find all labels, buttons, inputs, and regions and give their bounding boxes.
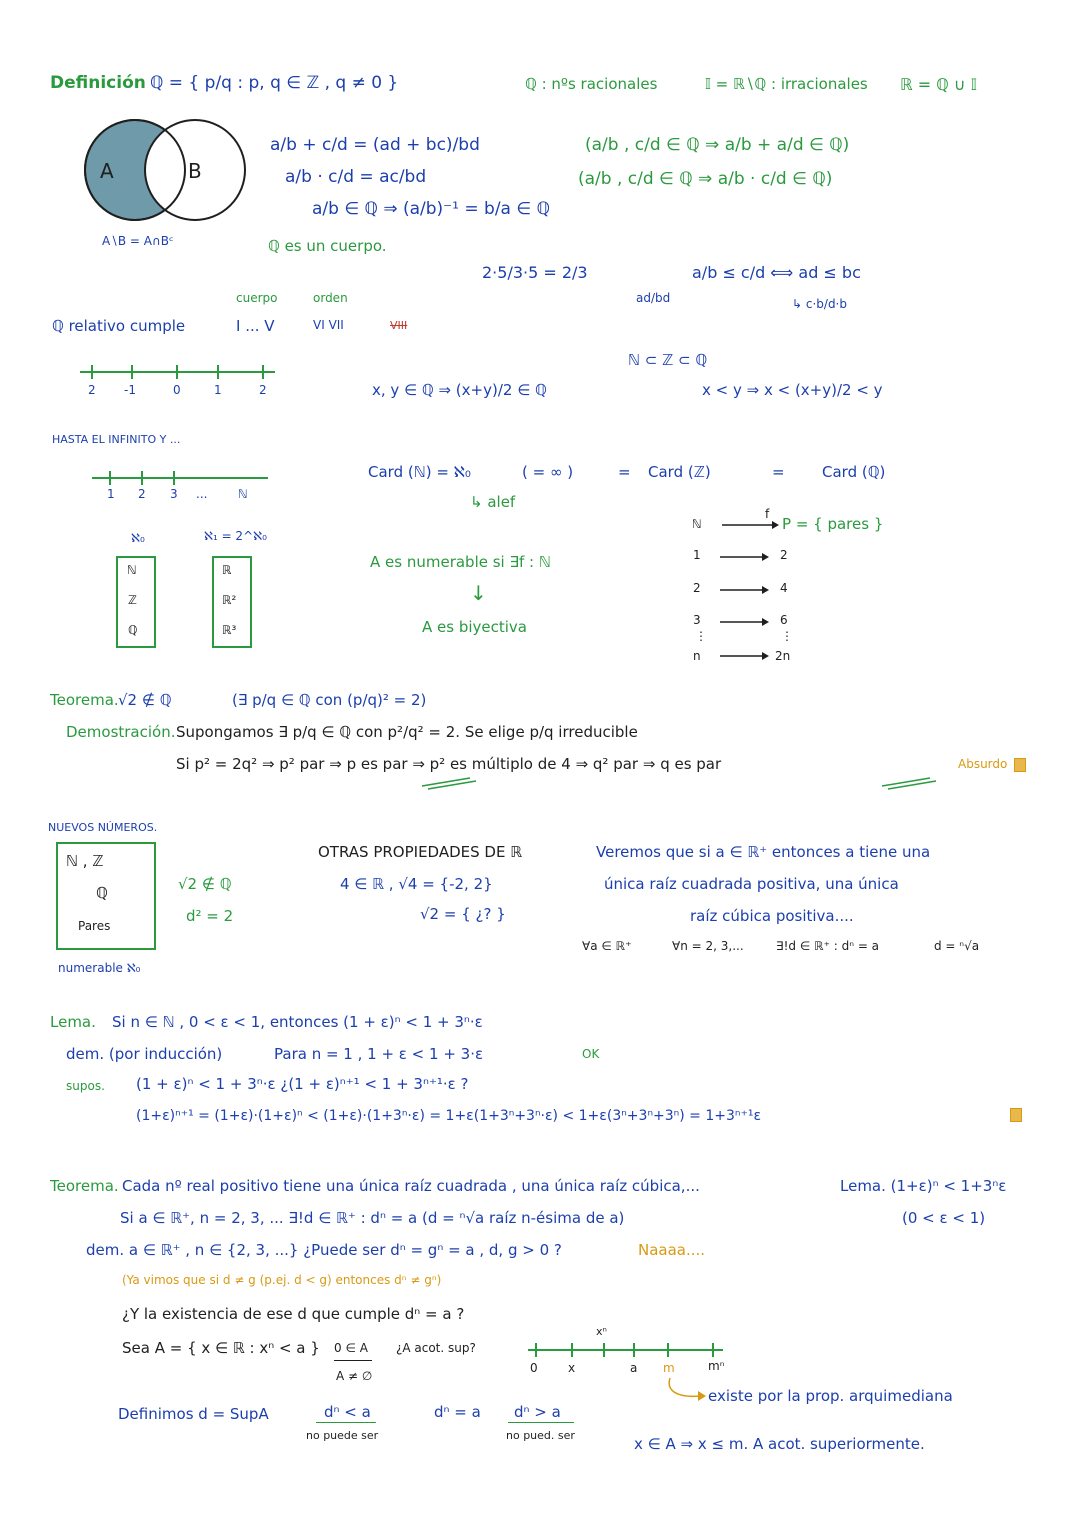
- lemma-ref: Lema. (1+ε)ⁿ < 1+3ⁿε: [840, 1177, 1007, 1195]
- bounded-question: ¿A acot. sup?: [396, 1341, 476, 1355]
- roots-line2: única raíz cuadrada positiva, una única: [604, 875, 899, 893]
- aleph-one-set: ℝ²: [222, 593, 237, 607]
- card-eq1: =: [618, 463, 631, 481]
- venn-label-a: A: [100, 159, 114, 183]
- nl1-label: 2: [88, 383, 96, 397]
- infinity-label: HASTA EL INFINITO Y ...: [52, 433, 181, 446]
- nl2-label: 2: [138, 487, 146, 501]
- naaa-text: Naaaa....: [638, 1241, 706, 1259]
- case1-note: no puede ser: [306, 1429, 379, 1442]
- axioms-label: ℚ relativo cumple: [52, 317, 186, 335]
- bij-right: 2: [780, 548, 788, 562]
- bij-right: 4: [780, 581, 788, 595]
- bij-right: 6: [780, 613, 788, 627]
- already-seen: (Ya vimos que si d ≠ g (p.ej. d < g) entonces dⁿ ≠ gⁿ): [122, 1273, 442, 1287]
- nl2-label: ℕ: [238, 487, 248, 501]
- proof-line-1: Supongamos ∃ p/q ∈ ℚ con p²/q² = 2. Se elige p/q irreducible: [176, 723, 638, 741]
- qed-square: [1014, 758, 1026, 772]
- fraction-example: 2·5/3·5 = 2/3: [482, 263, 588, 282]
- aleph-zero-set: ℕ: [127, 563, 137, 577]
- conclusion: x ∈ A ⇒ x ≤ m. A acot. superiormente.: [634, 1435, 925, 1453]
- numerable-arrow: ↓: [470, 581, 487, 605]
- theorem2-line2: Si a ∈ ℝ⁺, n = 2, 3, ... ∃!d ∈ ℝ⁺ : dⁿ = a (d = ⁿ√a raíz n-ésima de a): [120, 1209, 625, 1227]
- bij-left: n: [693, 649, 701, 663]
- nl2-label: 3: [170, 487, 178, 501]
- set-chain: ℕ ⊂ ℤ ⊂ ℚ: [628, 351, 708, 369]
- lemma-chain: (1+ε)ⁿ⁺¹ = (1+ε)·(1+ε)ⁿ < (1+ε)·(1+3ⁿ·ε) = 1+ε(1+3ⁿ+3ⁿ·ε) < 1+ε(3ⁿ+3ⁿ+3ⁿ) = 1+3ⁿ⁺¹ε: [136, 1108, 762, 1124]
- nl3-xn: xⁿ: [596, 1325, 607, 1338]
- biyectiva-text: A es biyectiva: [422, 618, 527, 636]
- roots-forall-n: ∀n = 2, 3,...: [672, 939, 744, 953]
- new-numbers-nz: ℕ , ℤ: [66, 852, 104, 870]
- bij-left: 3: [693, 613, 701, 627]
- aleph-note: ↳ alef: [470, 493, 516, 511]
- card-n: Card (ℕ) = ℵ₀: [368, 463, 471, 481]
- new-numbers-caption: numerable ℵ₀: [58, 961, 141, 975]
- nl1-label: 1: [214, 383, 222, 397]
- nl3-label: m: [663, 1361, 675, 1375]
- between-statement: x < y ⇒ x < (x+y)/2 < y: [702, 381, 883, 399]
- q-meaning: ℚ : nºs racionales: [525, 75, 658, 93]
- op-inverse: a/b ∈ ℚ ⇒ (a/b)⁻¹ = b/a ∈ ℚ: [312, 199, 550, 219]
- zero-in-a: 0 ∈ A: [334, 1341, 368, 1355]
- other-props-title: OTRAS PROPIEDADES DE ℝ: [318, 843, 523, 861]
- aleph-zero-set: ℤ: [128, 593, 137, 607]
- bij-left: ⋮: [695, 629, 707, 643]
- op-product: a/b · c/d = ac/bd: [285, 167, 427, 187]
- new-numbers-q: ℚ: [96, 884, 108, 902]
- sqrt2-not-q: √2 ∉ ℚ: [178, 875, 232, 893]
- aleph-zero-set: ℚ: [128, 623, 138, 637]
- a-nonempty: A ≠ ∅: [336, 1369, 373, 1383]
- numerable-def: A es numerable si ∃f : ℕ: [370, 553, 551, 571]
- pares-set: P = { pares }: [782, 515, 884, 533]
- midpoint-statement: x, y ∈ ℚ ⇒ (x+y)/2 ∈ ℚ: [372, 381, 547, 399]
- order-note-left: ad/bd: [636, 291, 671, 305]
- lemma-qed-square: [1010, 1108, 1022, 1122]
- other-props-line1: 4 ∈ ℝ , √4 = {-2, 2}: [340, 875, 493, 893]
- nl3-label: a: [630, 1361, 638, 1375]
- card-q: Card (ℚ): [822, 463, 886, 481]
- case3: dⁿ > a: [514, 1403, 561, 1421]
- number-line-2: [92, 468, 272, 488]
- nl3-label: x: [568, 1361, 576, 1375]
- bij-arrow-top: [722, 520, 780, 530]
- closure-product: (a/b , c/d ∈ ℚ ⇒ a/b · c/d ∈ ℚ): [578, 169, 833, 189]
- aleph-one: ℵ₁ = 2^ℵ₀: [204, 529, 267, 543]
- theorem2-statement: Cada nº real positivo tiene una única raíz cuadrada , una única raíz cúbica,...: [122, 1177, 700, 1195]
- order-note-right: ↳ c·b/d·b: [792, 297, 847, 311]
- bij-left: 2: [693, 581, 701, 595]
- nl1-label: 2: [259, 383, 267, 397]
- nl3-label: mⁿ: [708, 1359, 725, 1373]
- roots-line3: raíz cúbica positiva....: [690, 907, 854, 925]
- new-numbers-label: NUEVOS NÚMEROS.: [48, 821, 158, 834]
- theorem2-label: Teorema.: [50, 1177, 119, 1195]
- define-d: Definimos d = SupA: [118, 1405, 269, 1423]
- roots-forall-a: ∀a ∈ ℝ⁺: [582, 939, 632, 953]
- theorem2-dem: dem. a ∈ ℝ⁺ , n ∈ {2, 3, ...} ¿Puede ser dⁿ = gⁿ = a , d, g > 0 ?: [86, 1241, 562, 1259]
- nl1-label: 0: [173, 383, 181, 397]
- lemma-statement: Si n ∈ ℕ , 0 < ε < 1, entonces (1 + ε)ⁿ < 1 + 3ⁿ·ε: [112, 1013, 483, 1031]
- theorem-label: Teorema.: [50, 691, 119, 709]
- case3-underline: [508, 1422, 574, 1423]
- field-statement: ℚ es un cuerpo.: [268, 237, 387, 255]
- bij-right: ⋮: [781, 629, 793, 643]
- lemma-base: Para n = 1 , 1 + ε < 1 + 3·ε: [274, 1045, 484, 1063]
- case1-underline: [316, 1422, 376, 1423]
- roots-d-def: d = ⁿ√a: [934, 939, 980, 953]
- other-props-line2: √2 = { ¿? }: [420, 905, 506, 923]
- zero-in-a-underline: [334, 1360, 372, 1361]
- arch-note: existe por la prop. arquimediana: [708, 1387, 953, 1405]
- proof-line-2: Si p² = 2q² ⇒ p² par ⇒ p es par ⇒ p² es múltiplo de 4 ⇒ q² par ⇒ q es par: [176, 755, 722, 773]
- d-squared: d² = 2: [186, 907, 234, 925]
- theorem-statement: √2 ∉ ℚ: [118, 691, 172, 709]
- proof-underline-2: [880, 776, 940, 790]
- existence-question: ¿Y la existencia de ese d que cumple dⁿ = a ?: [122, 1305, 465, 1323]
- axioms-order-header: orden: [313, 291, 348, 305]
- case2: dⁿ = a: [434, 1403, 481, 1421]
- bij-n-label: ℕ: [692, 517, 702, 531]
- nl1-label: -1: [124, 383, 136, 397]
- roots-line1: Veremos que si a ∈ ℝ⁺ entonces a tiene una: [596, 843, 931, 861]
- case1: dⁿ < a: [324, 1403, 371, 1421]
- card-z: Card (ℤ): [648, 463, 711, 481]
- aleph-zero: ℵ₀: [131, 531, 145, 545]
- lemma-supos: (1 + ε)ⁿ < 1 + 3ⁿ·ε ¿(1 + ε)ⁿ⁺¹ < 1 + 3ⁿ⁺¹·ε ?: [136, 1075, 469, 1093]
- lemma-ref-cond: (0 < ε < 1): [902, 1209, 986, 1227]
- axioms-crossed: VIII: [390, 319, 408, 332]
- card-eq2: =: [772, 463, 785, 481]
- case3-note: no pued. ser: [506, 1429, 575, 1442]
- order-rule: a/b ≤ c/d ⟺ ad ≤ bc: [692, 263, 861, 282]
- card-infinity: ( = ∞ ): [522, 463, 574, 481]
- bij-f-label: f: [765, 507, 770, 521]
- lemma-dem-label: dem. (por inducción): [66, 1045, 223, 1063]
- definition-label: Definición: [50, 73, 146, 93]
- op-sum: a/b + c/d = (ad + bc)/bd: [270, 135, 480, 155]
- set-definition: Sea A = { x ∈ ℝ : xⁿ < a }: [122, 1339, 320, 1357]
- absurd-label: Absurdo: [958, 757, 1008, 771]
- axioms-field-range: I ... V: [236, 317, 275, 335]
- lemma-supos-label: supos.: [66, 1079, 105, 1093]
- closure-sum: (a/b , c/d ∈ ℚ ⇒ a/b + a/d ∈ ℚ): [585, 135, 850, 155]
- nl2-label: ...: [196, 487, 208, 501]
- nl2-label: 1: [107, 487, 115, 501]
- bij-right: 2n: [775, 649, 791, 663]
- r-union: ℝ = ℚ ∪ 𝕀: [900, 75, 978, 94]
- venn-diagram: [70, 115, 240, 225]
- axioms-field-header: cuerpo: [236, 291, 278, 305]
- lemma-label: Lema.: [50, 1013, 96, 1031]
- roots-exists: ∃!d ∈ ℝ⁺ : dⁿ = a: [776, 939, 880, 953]
- number-line-1: [80, 362, 280, 382]
- arch-arrow: [662, 1376, 708, 1406]
- nl3-label: 0: [530, 1361, 538, 1375]
- definition-formula: ℚ = { p/q : p, q ∈ ℤ , q ≠ 0 }: [150, 73, 399, 93]
- bij-arrows: [720, 551, 770, 661]
- bij-left: 1: [693, 548, 701, 562]
- aleph-one-set: ℝ: [222, 563, 232, 577]
- proof-underline-1: [420, 776, 480, 790]
- number-line-3: [528, 1340, 728, 1360]
- proof-label: Demostración.: [66, 723, 176, 741]
- new-numbers-pares: Pares: [78, 919, 111, 933]
- venn-caption: A∖B = A∩Bᶜ: [102, 234, 174, 248]
- axioms-order-range: VI VII: [313, 318, 344, 332]
- venn-label-b: B: [188, 159, 202, 183]
- irr-meaning: 𝕀 = ℝ∖ℚ : irracionales: [705, 75, 868, 93]
- theorem-note: (∃ p/q ∈ ℚ con (p/q)² = 2): [232, 691, 427, 709]
- lemma-ok: OK: [582, 1047, 600, 1061]
- aleph-one-set: ℝ³: [222, 623, 237, 637]
